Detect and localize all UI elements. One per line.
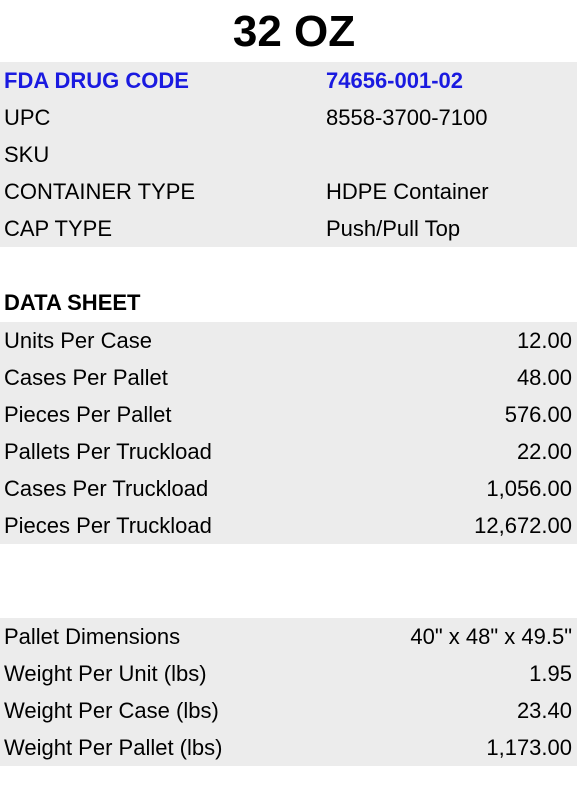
product-info-table (0, 62, 577, 247)
data-label: Pieces Per Truckload (4, 513, 212, 538)
dimension-label: Weight Per Case (lbs) (4, 698, 219, 723)
spacer (0, 247, 582, 284)
data-row (0, 507, 577, 544)
data-label: Cases Per Truckload (4, 476, 209, 501)
dimension-row (0, 655, 577, 692)
dimension-row (0, 692, 577, 729)
dimension-label: Pallet Dimensions (4, 624, 181, 649)
data-label: Pieces Per Pallet (4, 402, 172, 427)
data-value: 22.00 (516, 439, 572, 464)
info-row-cap-type (0, 210, 577, 247)
data-value: 12,672.00 (474, 513, 572, 538)
info-value: HDPE Container (326, 179, 489, 204)
info-label: SKU (4, 142, 50, 167)
data-row (0, 396, 577, 433)
dimension-label: Weight Per Unit (lbs) (4, 661, 207, 686)
data-value: 576.00 (504, 402, 572, 427)
dimension-value: 1.95 (529, 661, 572, 686)
info-value: 8558-3700-7100 (326, 105, 488, 130)
info-value: 74656-001-02 (326, 68, 464, 93)
info-label: CAP TYPE (4, 216, 113, 241)
data-sheet-table (0, 322, 577, 544)
data-label: Units Per Case (4, 328, 152, 353)
info-row-container-type (0, 173, 577, 210)
data-value: 12.00 (516, 328, 572, 353)
info-label: UPC (4, 105, 51, 130)
data-label: Pallets Per Truckload (4, 439, 212, 464)
data-row (0, 322, 577, 359)
page-title: 32 OZ (232, 7, 356, 56)
data-label: Cases Per Pallet (4, 365, 168, 390)
data-row (0, 433, 577, 470)
info-label: CONTAINER TYPE (4, 179, 196, 204)
info-row-fda-drug-code (0, 62, 577, 99)
data-row (0, 470, 577, 507)
data-value: 1,056.00 (486, 476, 572, 501)
data-row (0, 359, 577, 396)
info-row-upc (0, 99, 577, 136)
info-row-sku (0, 136, 577, 173)
dimensions-table (0, 618, 577, 766)
data-value: 48.00 (516, 365, 572, 390)
info-label: FDA DRUG CODE (4, 68, 189, 93)
info-value: Push/Pull Top (326, 216, 461, 241)
dimension-value: 40" x 48" x 49.5" (410, 624, 572, 649)
dimension-value: 1,173.00 (486, 735, 572, 760)
spacer (0, 544, 582, 618)
dimension-label: Weight Per Pallet (lbs) (4, 735, 223, 760)
data-sheet-heading: DATA SHEET (4, 290, 141, 315)
dimension-value: 23.40 (516, 698, 572, 723)
dimension-row (0, 729, 577, 766)
dimension-row (0, 618, 577, 655)
